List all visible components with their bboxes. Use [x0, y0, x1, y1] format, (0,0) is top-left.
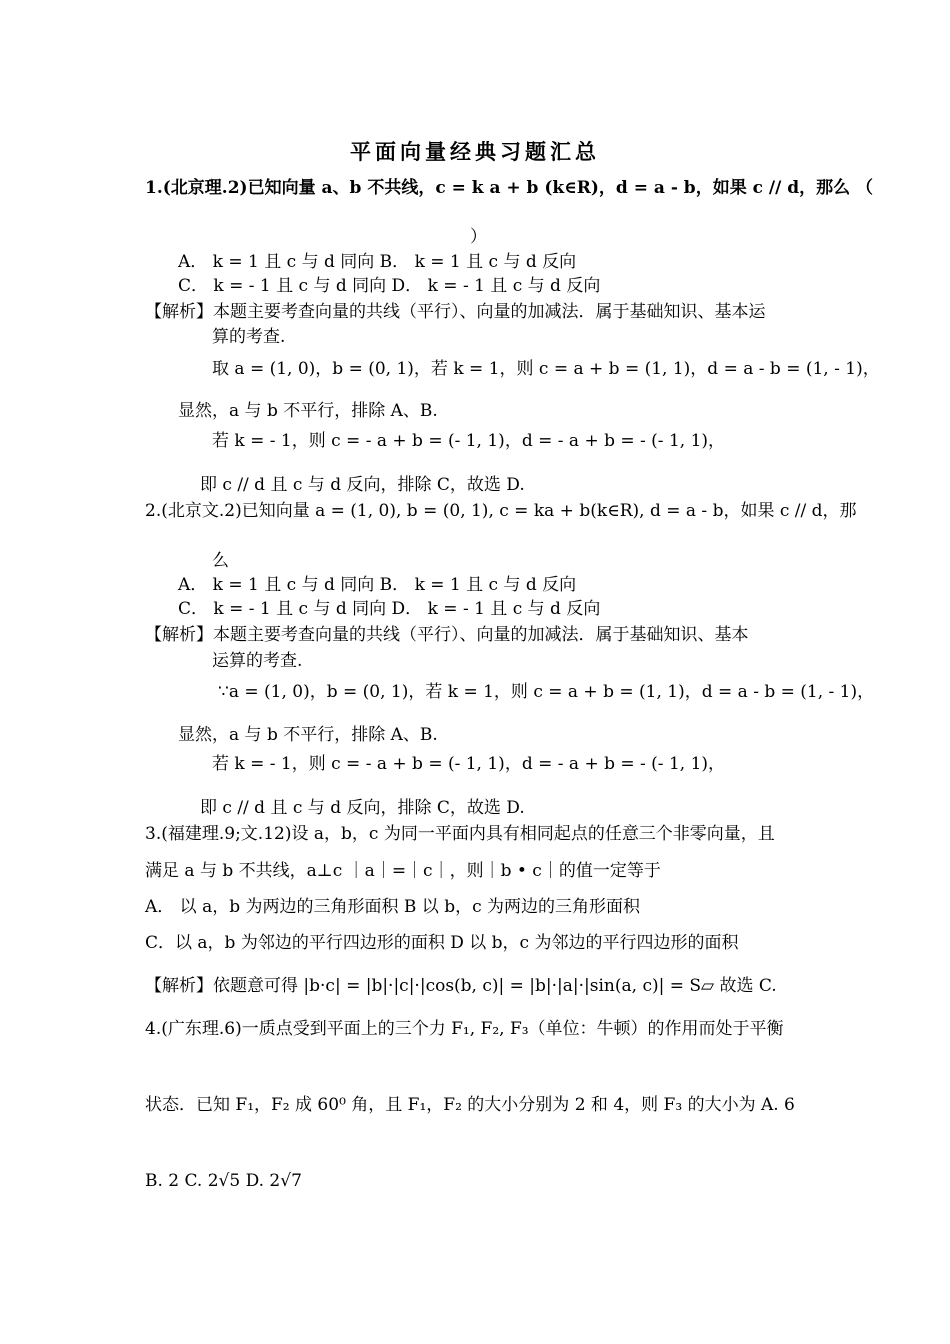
q4-stem-cont: 状态．已知 F₁，F₂ 成 60⁰ 角，且 F₁，F₂ 的大小分别为 2 和 4，则 F₃ 的大小为 A. 6	[145, 1095, 795, 1115]
q2-options-ab: A． k = 1 且 c 与 d 同向 B． k = 1 且 c 与 d 反向	[178, 575, 577, 595]
q2-analysis-cont: 运算的考查.	[212, 651, 303, 671]
q1-analysis: 【解析】本题主要考查向量的共线（平行）、向量的加减法．属于基础知识、基本运	[145, 302, 766, 322]
q1-analysis-step2: 显然，a 与 b 不平行，排除 A、B.	[178, 401, 438, 421]
q3-analysis: 【解析】依题意可得 |b·c| = |b|·|c|·|cos(b, c)| = |b|·|a|·|sin(a, c)| = S▱ 故选 C.	[145, 976, 777, 996]
q2-stem: 2.(北京文.2)已知向量 a = (1, 0), b = (0, 1), c = ka + b(k∈R), d = a - b，如果 c // d，那	[145, 501, 857, 521]
q2-analysis-step1: ∵a = (1, 0)，b = (0, 1)，若 k = 1，则 c = a + b = (1, 1)，d = a - b = (1, - 1)，	[218, 682, 875, 702]
q2-stem-cont: 么	[212, 551, 229, 571]
q1-analysis-step1: 取 a = (1, 0)，b = (0, 1)，若 k = 1，则 c = a + b = (1, 1)，d = a - b = (1, - 1)，	[212, 359, 880, 379]
q2-options-cd: C． k = - 1 且 c 与 d 同向 D． k = - 1 且 c 与 d 反向	[178, 599, 601, 619]
q2-answer: 即 c // d 且 c 与 d 反向，排除 C，故选 D.	[200, 798, 525, 818]
q3-options-ab: A． 以 a，b 为两边的三角形面积 B 以 b，c 为两边的三角形面积	[145, 897, 641, 917]
q1-analysis-cont: 算的考查.	[212, 327, 286, 347]
q4-options: B. 2 C. 2√5 D. 2√7	[145, 1171, 302, 1191]
q3-stem: 3.(福建理.9;文.12)设 a，b，c 为同一平面内具有相同起点的任意三个非零向量，且	[145, 824, 775, 844]
q1-options-ab: A． k = 1 且 c 与 d 同向 B． k = 1 且 c 与 d 反向	[178, 252, 577, 272]
page-title: 平面向量经典习题汇总	[350, 139, 600, 164]
q1-analysis-step3: 若 k = - 1，则 c = - a + b = (- 1, 1)，d = - a + b = - (- 1, 1)，	[212, 431, 726, 451]
q1-options-cd: C． k = - 1 且 c 与 d 同向 D． k = - 1 且 c 与 d 反向	[178, 276, 601, 296]
q2-analysis-step2: 显然，a 与 b 不平行，排除 A、B.	[178, 725, 438, 745]
q4-stem: 4.(广东理.6)一质点受到平面上的三个力 F₁, F₂, F₃（单位：牛顿）的作用而处于平衡	[145, 1019, 784, 1039]
q2-analysis: 【解析】本题主要考查向量的共线（平行）、向量的加减法．属于基础知识、基本	[145, 625, 749, 645]
q3-stem-cont: 满足 a 与 b 不共线，a⊥c ｜a｜=｜c｜，则｜b • c｜的值一定等于	[145, 861, 661, 881]
q1-answer: 即 c // d 且 c 与 d 反向，排除 C，故选 D.	[200, 475, 525, 495]
q1-stem: 1.(北京理.2)已知向量 a、b 不共线，c = k a + b (k∈R)，d = a - b，如果 c // d，那么 （	[145, 178, 874, 198]
q2-analysis-step3: 若 k = - 1，则 c = - a + b = (- 1, 1)，d = - a + b = - (- 1, 1)，	[212, 754, 726, 774]
q1-stem-cont: ）	[470, 227, 487, 247]
q3-options-cd: C．以 a，b 为邻边的平行四边形的面积 D 以 b，c 为邻边的平行四边形的面积	[145, 933, 739, 953]
